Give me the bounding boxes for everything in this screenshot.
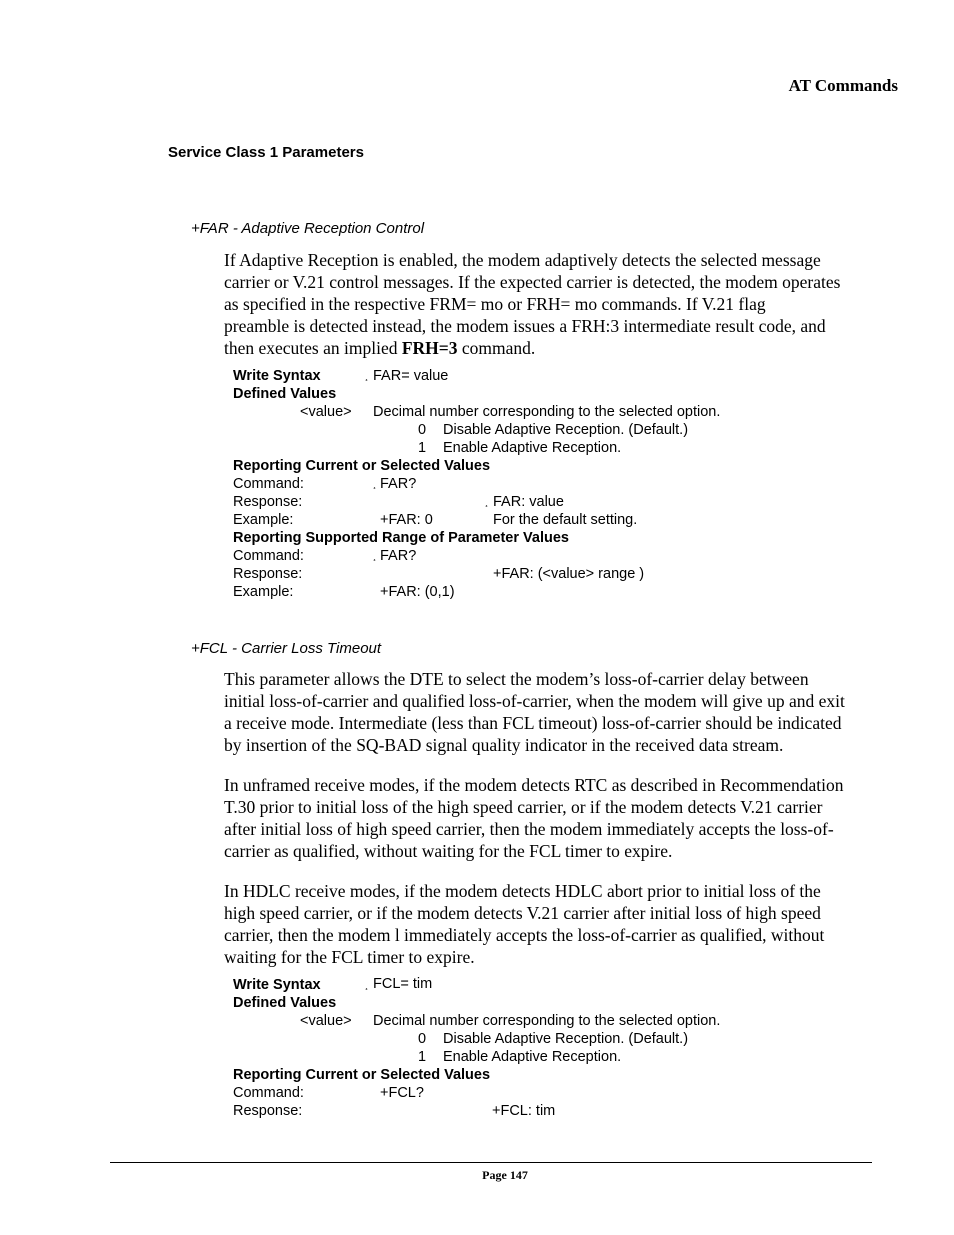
far-option-description: Enable Adaptive Reception. <box>443 440 622 456</box>
far-option-number: 0 <box>418 422 427 438</box>
far-example-note: For the default setting. <box>493 512 638 528</box>
fcl-paragraph-line: carrier, then the modem l immediately accepts the loss-of-carrier as qualified, without <box>224 925 825 945</box>
page-number: Page 147 <box>482 1168 528 1182</box>
fcl-response-value: +FCL: tim <box>492 1103 556 1119</box>
fcl-paragraph-line: T.30 prior to initial loss of the high speed carrier, or if the modem detects V.21 carrier <box>224 797 823 817</box>
far-defined-values-label: Defined Values <box>233 386 337 402</box>
far-description-text: command. <box>461 338 536 358</box>
far-value-description: Decimal number corresponding to the selected option. <box>373 404 721 420</box>
far-description-line: If Adaptive Reception is enabled, the modem adaptively detects the selected message <box>224 250 821 270</box>
running-header: AT Commands <box>788 76 898 95</box>
dot-mark: ¸ <box>373 551 377 562</box>
footer-rule <box>110 1162 872 1163</box>
dot-mark: ¸ <box>365 980 369 991</box>
far-command-title: +FAR - Adaptive Reception Control <box>191 220 425 237</box>
far-range-response-label: Response: <box>233 566 303 582</box>
fcl-paragraph-2 <box>224 774 894 862</box>
far-reporting-current-label: Reporting Current or Selected Values <box>233 458 491 474</box>
far-range-command-value: FAR? <box>380 548 417 564</box>
fcl-write-syntax-value: FCL= tim <box>373 976 433 992</box>
far-description-line: preamble is detected instead, the modem issues a FRH:3 intermediate result code, and <box>224 316 826 336</box>
fcl-paragraph-line: This parameter allows the DTE to select the modem’s loss-of-carrier delay between <box>224 669 809 689</box>
fcl-paragraph-3 <box>224 880 894 968</box>
far-description-line: as specified in the respective FRM= mo or FRH= mo commands. If V.21 flag <box>224 294 766 314</box>
far-option-number: 1 <box>418 440 427 456</box>
fcl-command-title: +FCL - Carrier Loss Timeout <box>191 640 382 657</box>
far-response-label: Response: <box>233 494 303 510</box>
section-title: Service Class 1 Parameters <box>168 144 364 161</box>
dot-mark: ¸ <box>365 371 369 382</box>
fcl-reporting-current-label: Reporting Current or Selected Values <box>233 1067 491 1083</box>
far-range-example-label: Example: <box>233 584 294 600</box>
fcl-paragraph-line: carrier as qualified, without waiting for the FCL timer to expire. <box>224 841 673 861</box>
dot-mark: ¸ <box>485 497 489 508</box>
far-description-text: then executes an implied <box>224 338 398 358</box>
fcl-write-syntax-label: Write Syntax <box>233 977 321 993</box>
far-example-label: Example: <box>233 512 294 528</box>
far-range-example-value: +FAR: (0,1) <box>380 584 455 600</box>
fcl-option-description: Disable Adaptive Reception. (Default.) <box>443 1031 689 1047</box>
fcl-paragraph-line: initial loss-of-carrier and qualified loss-of-carrier, when the modem will give up and exit <box>224 691 845 711</box>
far-description-line: carrier or V.21 control messages. If the expected carrier is detected, the modem operates <box>224 272 841 292</box>
far-range-response-value: +FAR: (<value> range ) <box>493 566 645 582</box>
far-write-syntax-value: FAR= value <box>373 368 449 384</box>
far-command-label: Command: <box>233 476 304 492</box>
fcl-paragraph-line: by insertion of the SQ-BAD signal quality indicator in the received data stream. <box>224 735 784 755</box>
fcl-command-label: Command: <box>233 1085 304 1101</box>
fcl-response-label: Response: <box>233 1103 303 1119</box>
dot-mark: ¸ <box>373 479 377 490</box>
far-range-command-label: Command: <box>233 548 304 564</box>
fcl-value-description: Decimal number corresponding to the selected option. <box>373 1013 721 1029</box>
far-response-value: FAR: value <box>493 494 564 510</box>
far-value-tag: <value> <box>300 404 352 420</box>
far-write-syntax-label: Write Syntax <box>233 368 321 384</box>
far-command-value: FAR? <box>380 476 417 492</box>
fcl-paragraph-line: a receive mode. Intermediate (less than FCL timeout) loss-of-carrier should be indicated <box>224 713 842 733</box>
fcl-option-description: Enable Adaptive Reception. <box>443 1049 622 1065</box>
fcl-paragraph-line: after initial loss of high speed carrier, then the modem immediately accepts the loss-of- <box>224 819 834 839</box>
fcl-paragraph-1 <box>224 668 894 756</box>
fcl-option-number: 1 <box>418 1049 427 1065</box>
fcl-paragraph-line: In unframed receive modes, if the modem detects RTC as described in Recommendation <box>224 775 844 795</box>
far-reporting-range-label: Reporting Supported Range of Parameter Values <box>233 530 569 546</box>
fcl-option-number: 0 <box>418 1031 427 1047</box>
fcl-paragraph-line: waiting for the FCL timer to expire. <box>224 947 475 967</box>
fcl-command-value: +FCL? <box>380 1085 424 1101</box>
frh3-command: FRH=3 <box>401 338 458 358</box>
far-example-value: +FAR: 0 <box>380 512 433 528</box>
fcl-defined-values-label: Defined Values <box>233 995 337 1011</box>
fcl-paragraph-line: In HDLC receive modes, if the modem detects HDLC abort prior to initial loss of the <box>224 881 821 901</box>
far-description-line <box>224 337 894 359</box>
fcl-value-tag: <value> <box>300 1013 352 1029</box>
fcl-paragraph-line: high speed carrier, or if the modem detects V.21 carrier after initial loss of high speed <box>224 903 821 923</box>
far-option-description: Disable Adaptive Reception. (Default.) <box>443 422 689 438</box>
far-description <box>224 249 894 359</box>
